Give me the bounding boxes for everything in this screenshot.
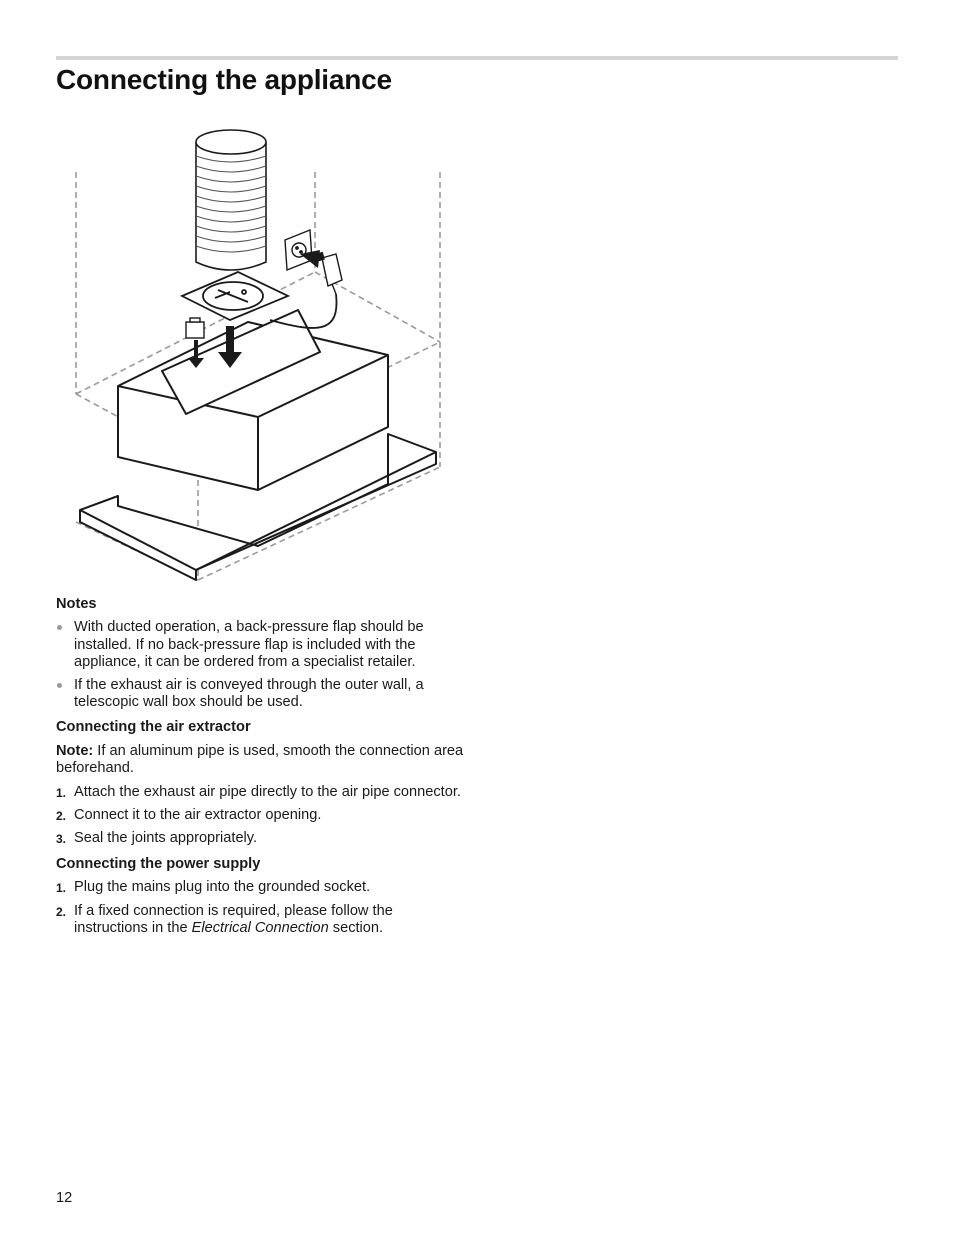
power-supply-heading: Connecting the power supply bbox=[56, 855, 261, 872]
list-item bbox=[56, 784, 466, 801]
air-extractor-heading: Connecting the air extractor bbox=[56, 719, 251, 736]
step-number: 1. bbox=[56, 785, 67, 800]
list-item bbox=[56, 807, 466, 824]
list-item bbox=[56, 879, 466, 896]
note-text: If the exhaust air is conveyed through the outer wall, a telescopic wall box should be used. bbox=[74, 676, 424, 711]
exhaust-air-pipe bbox=[196, 130, 266, 270]
range-hood-diagram bbox=[70, 122, 450, 587]
note-text: With ducted operation, a back-pressure flap should be installed. If no back-pressure flap is included with the appliance, it can be ordered from a specialist retailer. bbox=[74, 619, 424, 671]
air-pipe-connector bbox=[182, 272, 288, 320]
step-number: 3. bbox=[56, 832, 67, 847]
step-number: 2. bbox=[56, 904, 67, 919]
step-number: 2. bbox=[56, 809, 67, 824]
step-text: Plug the mains plug into the grounded socket. bbox=[74, 879, 371, 896]
list-item bbox=[56, 903, 466, 938]
step-text: If a fixed connection is required, please follow the instructions in the bbox=[74, 902, 393, 937]
notes-heading: Notes bbox=[56, 596, 97, 612]
page-number: 12 bbox=[56, 1190, 73, 1206]
step-text: Seal the joints appropriately. bbox=[74, 830, 258, 847]
page-title: Connecting the appliance bbox=[56, 64, 392, 95]
air-extractor-note bbox=[56, 743, 466, 778]
note-label: Note: bbox=[56, 742, 94, 759]
instructions-content bbox=[56, 596, 466, 944]
bullet-icon bbox=[57, 625, 62, 630]
connector-plug-icon bbox=[186, 318, 204, 338]
installation-illustration bbox=[70, 122, 450, 587]
notes-list bbox=[56, 619, 466, 711]
list-item bbox=[56, 830, 466, 847]
hood-body bbox=[118, 310, 388, 490]
step-number: 1. bbox=[56, 881, 67, 896]
power-supply-steps bbox=[56, 879, 466, 937]
note-text: If an aluminum pipe is used, smooth the connection area beforehand. bbox=[56, 742, 464, 777]
air-extractor-steps bbox=[56, 784, 466, 848]
step-text-after: section. bbox=[332, 920, 384, 937]
bullet-icon bbox=[57, 683, 62, 688]
step-text: Connect it to the air extractor opening. bbox=[74, 807, 322, 824]
list-item bbox=[56, 677, 466, 712]
wall-socket-icon bbox=[285, 230, 312, 270]
step-text: Attach the exhaust air pipe directly to the air pipe connector. bbox=[74, 783, 461, 800]
list-item bbox=[56, 619, 466, 671]
section-reference: Electrical Connection bbox=[191, 920, 329, 937]
